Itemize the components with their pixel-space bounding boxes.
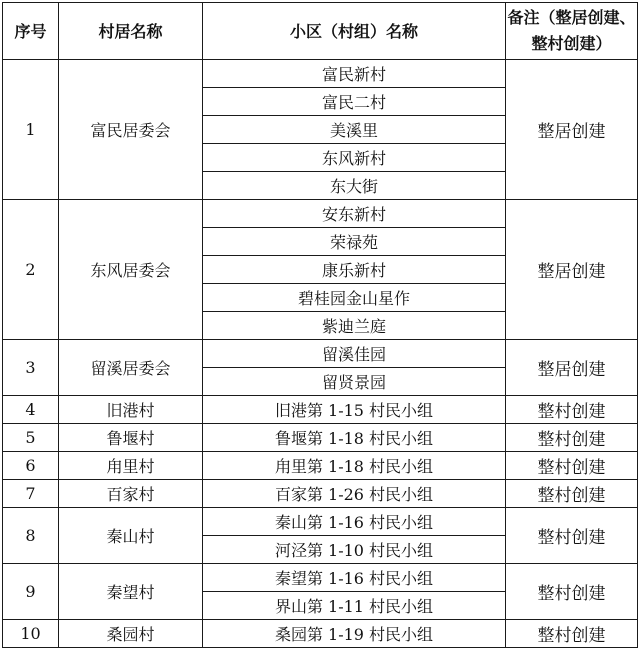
village-name-cell: 甪里村 — [59, 452, 203, 480]
community-name-cell: 秦山第 1-16 村民小组 — [203, 508, 506, 536]
note-cell: 整村创建 — [506, 396, 638, 424]
community-name-cell: 碧桂园金山星作 — [203, 284, 506, 312]
table-row — [3, 60, 638, 88]
community-name-cell: 安东新村 — [203, 200, 506, 228]
seq-cell: 1 — [3, 60, 59, 200]
note-cell: 整居创建 — [506, 60, 638, 200]
community-name-cell: 东大街 — [203, 172, 506, 200]
header-seq: 序号 — [3, 3, 59, 60]
seq-cell: 2 — [3, 200, 59, 340]
community-name-cell: 甪里第 1-18 村民小组 — [203, 452, 506, 480]
village-name-cell: 桑园村 — [59, 620, 203, 648]
seq-cell: 8 — [3, 508, 59, 564]
header-note: 备注（整居创建、整村创建） — [506, 3, 638, 60]
community-name-cell: 界山第 1-11 村民小组 — [203, 592, 506, 620]
note-cell: 整居创建 — [506, 340, 638, 396]
seq-cell: 6 — [3, 452, 59, 480]
table-row — [3, 564, 638, 592]
table-row — [3, 620, 638, 648]
table-row — [3, 452, 638, 480]
community-name-cell: 紫迪兰庭 — [203, 312, 506, 340]
village-name-cell: 东风居委会 — [59, 200, 203, 340]
village-name-cell: 秦山村 — [59, 508, 203, 564]
village-name-cell: 旧港村 — [59, 396, 203, 424]
table-row — [3, 340, 638, 368]
community-name-cell: 美溪里 — [203, 116, 506, 144]
header-row — [3, 3, 638, 60]
note-cell: 整村创建 — [506, 480, 638, 508]
header-community-name: 小区（村组）名称 — [203, 3, 506, 60]
community-name-cell: 留贤景园 — [203, 368, 506, 396]
village-name-cell: 秦望村 — [59, 564, 203, 620]
table-row — [3, 200, 638, 228]
community-name-cell: 河泾第 1-10 村民小组 — [203, 536, 506, 564]
table-body — [3, 60, 638, 648]
village-name-cell: 留溪居委会 — [59, 340, 203, 396]
seq-cell: 5 — [3, 424, 59, 452]
seq-cell: 3 — [3, 340, 59, 396]
note-cell: 整村创建 — [506, 424, 638, 452]
note-cell: 整村创建 — [506, 452, 638, 480]
seq-cell: 7 — [3, 480, 59, 508]
village-name-cell: 鲁堰村 — [59, 424, 203, 452]
village-community-table — [2, 2, 638, 648]
seq-cell: 4 — [3, 396, 59, 424]
table-row — [3, 508, 638, 536]
community-name-cell: 富民二村 — [203, 88, 506, 116]
note-cell: 整村创建 — [506, 564, 638, 620]
community-name-cell: 秦望第 1-16 村民小组 — [203, 564, 506, 592]
table-row — [3, 480, 638, 508]
community-name-cell: 旧港第 1-15 村民小组 — [203, 396, 506, 424]
header-village-name: 村居名称 — [59, 3, 203, 60]
note-cell: 整居创建 — [506, 200, 638, 340]
village-name-cell: 百家村 — [59, 480, 203, 508]
table-row — [3, 396, 638, 424]
community-name-cell: 鲁堰第 1-18 村民小组 — [203, 424, 506, 452]
community-name-cell: 康乐新村 — [203, 256, 506, 284]
seq-cell: 10 — [3, 620, 59, 648]
community-name-cell: 百家第 1-26 村民小组 — [203, 480, 506, 508]
community-name-cell: 桑园第 1-19 村民小组 — [203, 620, 506, 648]
community-name-cell: 富民新村 — [203, 60, 506, 88]
community-name-cell: 东风新村 — [203, 144, 506, 172]
village-name-cell: 富民居委会 — [59, 60, 203, 200]
table-row — [3, 424, 638, 452]
note-cell: 整村创建 — [506, 508, 638, 564]
note-cell: 整村创建 — [506, 620, 638, 648]
community-name-cell: 荣禄苑 — [203, 228, 506, 256]
seq-cell: 9 — [3, 564, 59, 620]
table-header — [3, 3, 638, 60]
community-name-cell: 留溪佳园 — [203, 340, 506, 368]
